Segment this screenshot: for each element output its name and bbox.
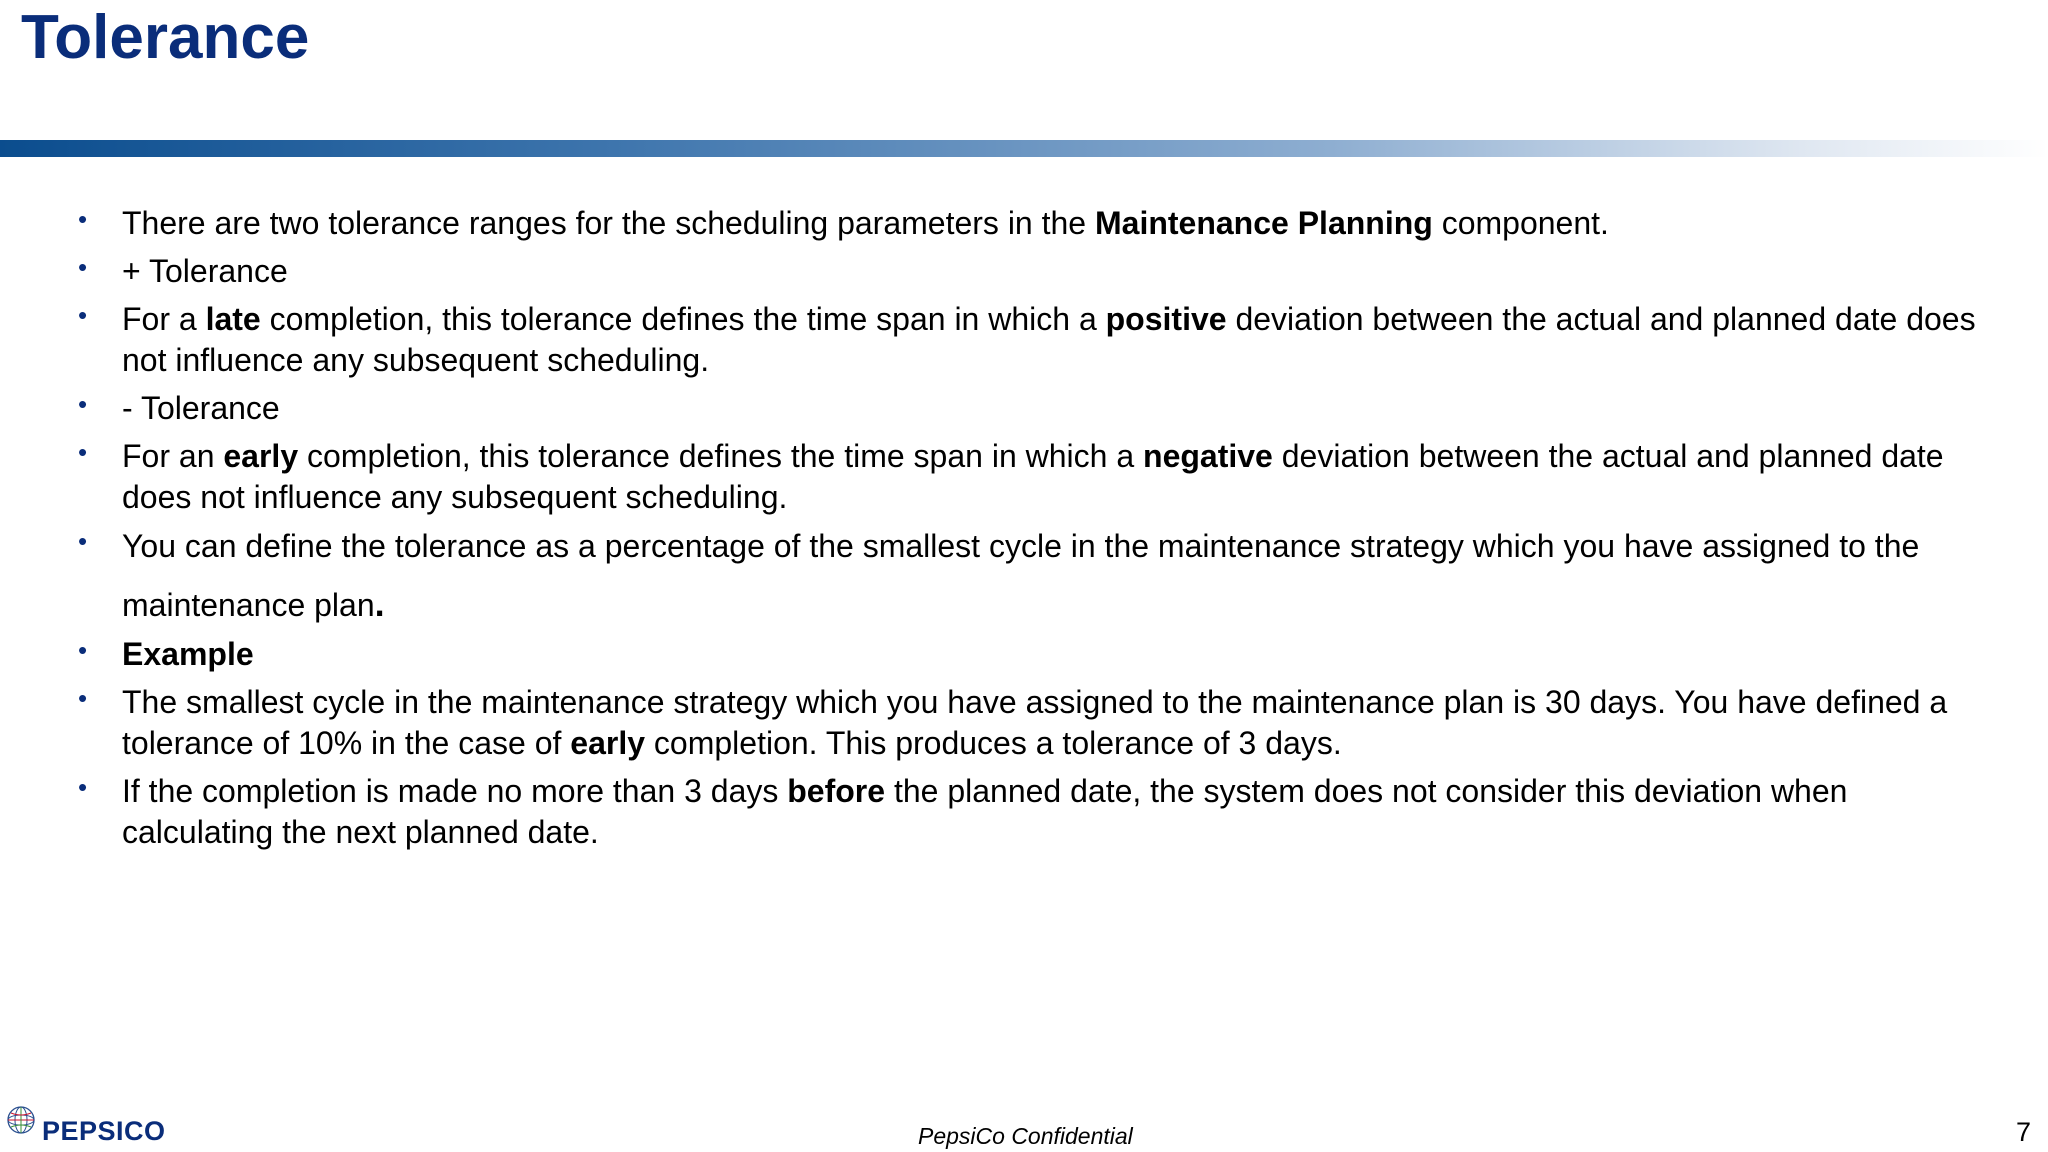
bullet-text: + Tolerance — [122, 253, 288, 289]
pepsico-globe-icon — [6, 1105, 36, 1135]
emphasis-text: positive — [1105, 301, 1227, 337]
bullet-text: completion. This produces a tolerance of 3 days. — [645, 725, 1342, 761]
bullet-text: There are two tolerance ranges for the scheduling parameters in the — [122, 205, 1095, 241]
bullet-item — [78, 517, 1978, 634]
bullet-marker: • — [78, 389, 88, 419]
confidentiality-label: PepsiCo Confidential — [918, 1123, 1133, 1149]
bullet-text: For an — [122, 438, 224, 474]
bullet-marker: • — [78, 437, 88, 467]
bullet-marker: • — [78, 635, 88, 665]
bullet-item — [78, 771, 1978, 853]
bullet-text: component. — [1432, 205, 1609, 241]
bullet-text: If the completion is made no more than 3 days — [122, 773, 788, 809]
pepsico-logo — [6, 1106, 166, 1147]
bullet-text: You can define the tolerance as a percentage of the smallest cycle in the maintenance strategy which you have assigned to the maintenance plan — [122, 528, 1920, 623]
page-number: 7 — [2016, 1117, 2032, 1147]
emphasis-text: negative — [1143, 438, 1273, 474]
emphasis-text: early — [570, 725, 646, 761]
bullet-item — [78, 388, 1978, 429]
bullet-item — [78, 436, 1978, 518]
emphasis-text: before — [787, 773, 886, 809]
emphasis-text: late — [205, 301, 261, 337]
bullet-marker: • — [78, 772, 88, 802]
bullet-text: - Tolerance — [122, 390, 280, 426]
bullet-text: For a — [122, 301, 206, 337]
title-divider — [0, 140, 2048, 157]
bullet-item — [78, 634, 1978, 675]
bullet-marker: • — [78, 683, 88, 713]
bullet-text: deviation between the actual and planned date does not influence any subsequent scheduling. — [122, 301, 1976, 378]
bullet-text: the planned date, the system does not consider this deviation when calculating the next planned date. — [122, 773, 1848, 850]
bullet-item — [78, 299, 1978, 381]
bullet-marker: • — [78, 204, 88, 234]
emphasis-text: Maintenance Planning — [1094, 205, 1433, 241]
logo-wordmark: PEPSICO — [42, 1116, 166, 1146]
bullet-item — [78, 203, 1978, 244]
bullet-list — [78, 203, 1978, 860]
bullet-item — [78, 682, 1978, 764]
bullet-marker: • — [78, 252, 88, 282]
bullet-text: completion, this tolerance defines the time span in which a — [298, 438, 1144, 474]
bullet-text: The smallest cycle in the maintenance strategy which you have assigned to the maintenance plan is 30 days. You have defined a tolerance of 10% in the case of — [122, 684, 1948, 761]
bullet-text: deviation between the actual and planned date does not influence any subsequent scheduling. — [122, 438, 1944, 515]
bullet-marker: • — [78, 526, 88, 556]
bullet-item — [78, 251, 1978, 292]
bullet-text: completion, this tolerance defines the time span in which a — [260, 301, 1106, 337]
slide-title: Tolerance — [21, 3, 310, 72]
bullet-marker: • — [78, 300, 88, 330]
emphasis-text: Example — [122, 636, 254, 672]
bullet-punctuation: . — [374, 583, 385, 624]
emphasis-text: early — [223, 438, 299, 474]
